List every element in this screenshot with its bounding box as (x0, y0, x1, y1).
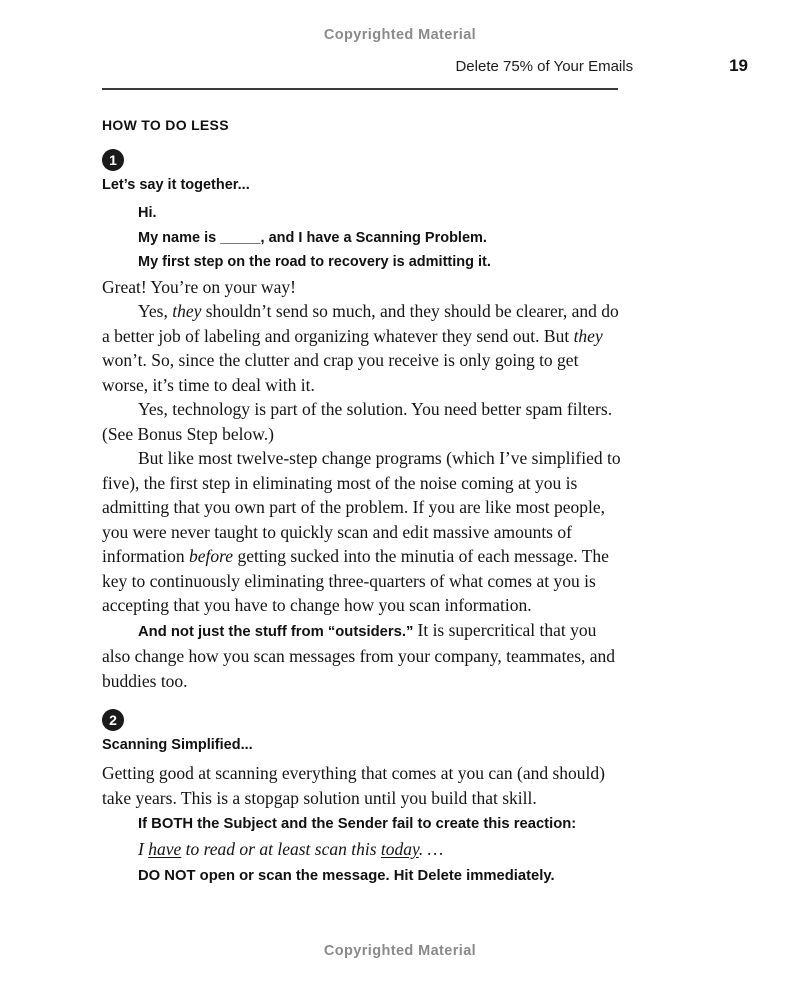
copyright-watermark-top: Copyrighted Material (323, 27, 477, 43)
text-run: And not just the stuff from “outsiders.” (138, 623, 418, 640)
text-run: they (573, 325, 603, 346)
section-heading: HOW TO DO LESS (102, 117, 229, 133)
text-run: Great! You’re on your way! (102, 276, 296, 297)
step-1-paragraphs (102, 275, 626, 694)
text-run: DO NOT open or scan the message. Hit Delete immediately. (138, 868, 555, 884)
text-run: shouldn’t send so much, and they should be clearer, and do a better job of labeling and organizing whatever they send out. But (102, 301, 619, 346)
text-run: But like most twelve-step change programs (which I’ve simplified to five), the first step in eliminating most of the noise coming at you is admitting that you own part of the problem. If you are like most people, you were never taught to quickly scan and edit massive amounts of information (102, 448, 621, 566)
step-2-number-badge: 2 (102, 709, 124, 731)
text-run: Yes, (138, 301, 173, 321)
chant-line: Hi. (138, 205, 157, 221)
running-header (102, 56, 748, 76)
rule-line (138, 862, 626, 889)
chant-line: My name is _____, and I have a Scanning Problem. (138, 229, 487, 246)
text-run: getting sucked into the minutia of each message. The key to continuously eliminating three-quarters of what comes at you is accepting that you have to change how you scan information. (102, 546, 609, 615)
paragraph (102, 618, 626, 694)
page-number: 19 (729, 56, 748, 75)
text-run: to read or at least scan this (181, 839, 381, 859)
rule-line (138, 810, 626, 837)
text-run: If BOTH the Subject and the Sender fail to create this reaction: (138, 816, 577, 832)
paragraph (102, 299, 626, 397)
chapter-title: Delete 75% of Your Emails (455, 58, 634, 75)
text-run: I (138, 839, 149, 859)
text-run: . … (418, 839, 444, 859)
paragraph (102, 275, 626, 300)
step-2-rules (102, 810, 626, 889)
text-run: they (172, 301, 202, 321)
paragraph (102, 397, 626, 446)
text-run: today (380, 839, 419, 859)
text-run: Yes, technology is part of the solution. You need better spam filters. (See Bonus Step below.) (102, 399, 613, 444)
page-body (102, 117, 626, 889)
step-1-chant (102, 201, 626, 275)
text-run: It is supercritical that you also change how you scan messages from your company, teammates, and buddies too. (102, 619, 616, 691)
chant-line: My first step on the road to recovery is admitting it. (138, 254, 491, 270)
step-1-title: Let’s say it together... (102, 177, 250, 193)
paragraph (102, 761, 626, 810)
text-run: before (189, 546, 234, 566)
step-2-title: Scanning Simplified... (102, 737, 253, 753)
rule-line (138, 837, 626, 862)
text-run: have (148, 839, 182, 859)
step-1-number-badge: 1 (102, 149, 124, 171)
text-run: Getting good at scanning everything that comes at you can (and should) take years. This is a stopgap solution until you build that skill. (102, 763, 605, 808)
paragraph (102, 446, 626, 618)
step-2-paragraphs (102, 761, 626, 810)
header-rule (102, 88, 618, 90)
step-1 (102, 149, 626, 693)
text-run: won’t. So, since the clutter and crap you receive is only going to get worse, it’s time to deal with it. (102, 350, 579, 395)
step-2 (102, 709, 626, 889)
copyright-watermark-bottom: Copyrighted Material (323, 943, 477, 959)
